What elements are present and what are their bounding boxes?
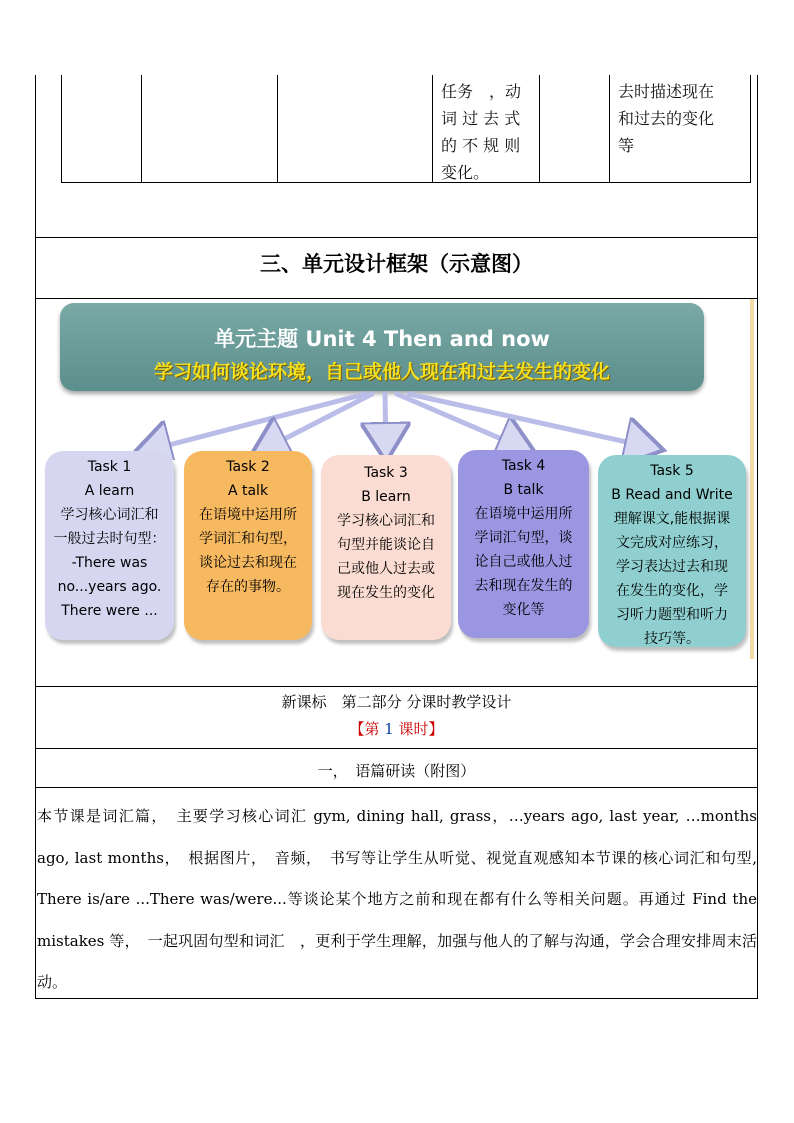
- unit-theme-subtitle: 学习如何谈论环境，自己或他人现在和过去发生的变化: [153, 361, 610, 383]
- row-divider: [35, 686, 758, 687]
- task-line: 学词汇句型，谈: [474, 530, 573, 546]
- table-cell-changes: [618, 78, 714, 159]
- task-line: 去和现在发生的: [474, 578, 573, 594]
- part-heading: 新课标 第二部分 分课时教学设计: [281, 693, 512, 711]
- task-name: A learn: [84, 483, 135, 499]
- task-line: 己或他人过去或: [337, 561, 435, 577]
- row-divider: [35, 298, 758, 299]
- row-divider: [35, 237, 758, 238]
- cell-line: 变化。: [441, 163, 490, 182]
- lesson-value: 1: [384, 720, 394, 738]
- task-card-4: [458, 450, 589, 638]
- column-divider: [141, 75, 142, 183]
- diagram-edge: [750, 299, 754, 659]
- task-line: 理解课文,能根据课: [613, 511, 731, 527]
- lesson-number: [35, 718, 758, 739]
- text-study-heading: 一， 语篇研读（附图）: [317, 762, 476, 780]
- column-divider: [432, 75, 433, 183]
- task-title: Task 5: [650, 463, 694, 479]
- task-line: 存在的事物。: [206, 579, 290, 595]
- cell-line: 等: [618, 136, 635, 155]
- task-name: B learn: [361, 489, 411, 505]
- task-line: 现在发生的变化: [337, 585, 435, 601]
- cell-line: 词 过 去 式: [441, 109, 521, 128]
- section-title: 三、单元设计框架（示意图）: [260, 252, 533, 276]
- cell-line: 任务 ，动: [441, 82, 522, 101]
- lesson-description: 本节课是词汇篇， 主要学习核心词汇 gym, dining hall, grass，…years ago, last year, …months ago, last months， 根据图片， 音频， 书写等让学生从听觉、视觉直观感知本节课的核心词汇和句型, There is/are ...There was/were...等谈论某个地方之前和现在都有什么等相关问题。再通过 Find the mistakes 等， 一起巩固句型和词汇 ，更利于学生理解，加强与他人的了解与沟通，学会合理安排周末活动。: [37, 807, 757, 991]
- unit-theme-title: 单元主题 Unit 4 Then and now: [214, 327, 550, 351]
- task-line: 一般过去时句型：: [53, 531, 166, 547]
- task-line: 在语境中运用所: [199, 507, 297, 523]
- column-divider: [277, 75, 278, 183]
- task-title: Task 1: [87, 459, 132, 475]
- task-line: 文完成对应练习，: [616, 535, 728, 551]
- cell-line: 去时描述现在: [618, 82, 715, 101]
- task-title: Task 4: [501, 458, 546, 474]
- task-line: no...years ago.: [57, 579, 162, 595]
- task-name: A talk: [227, 483, 269, 499]
- task-card-5: [598, 455, 746, 647]
- arrow-to-task-1: [142, 394, 365, 452]
- task-line: 变化等: [502, 602, 545, 618]
- task-line: 学词汇和句型，: [199, 531, 297, 547]
- task-line: 论自己或他人过: [474, 554, 573, 570]
- task-line: There were ...: [61, 603, 158, 619]
- arrow-to-task-4: [397, 394, 527, 450]
- task-line: 技巧等。: [644, 631, 700, 647]
- task-card-3: [321, 455, 451, 640]
- arrow-to-task-3: [385, 394, 386, 452]
- task-name: B talk: [503, 482, 544, 498]
- arrow-to-task-5: [409, 394, 654, 448]
- row-divider: [35, 787, 758, 788]
- column-divider: [539, 75, 540, 183]
- task-card-1: [45, 451, 174, 640]
- branch-arrows: [37, 390, 754, 460]
- row-divider: [35, 748, 758, 749]
- task-line: -There was: [71, 555, 148, 571]
- task-line: 学习核心词汇和: [60, 507, 159, 523]
- task-line: 在语境中运用所: [474, 506, 573, 522]
- cell-line: 和过去的变化: [618, 109, 715, 128]
- task-line: 学习核心词汇和: [337, 513, 435, 529]
- table-cell-task-forms: [441, 78, 521, 186]
- task-line: 在发生的变化，学: [616, 583, 728, 599]
- task-line: 谈论过去和现在: [199, 555, 297, 571]
- task-line: 句型并能谈论自: [337, 537, 435, 553]
- task-line: 习听力题型和听力: [616, 607, 728, 623]
- column-divider: [609, 75, 610, 183]
- task-name: B Read and Write: [611, 487, 733, 503]
- task-title: Task 3: [364, 465, 408, 481]
- lesson-open: 【第: [349, 720, 385, 738]
- lesson-close: 课时】: [393, 720, 444, 738]
- task-title: Task 2: [226, 459, 270, 475]
- task-card-2: [184, 451, 312, 640]
- arrow-to-task-2: [259, 394, 372, 452]
- cell-line: 的 不 规 则: [441, 136, 521, 155]
- task-line: 学习表达过去和现: [616, 559, 728, 575]
